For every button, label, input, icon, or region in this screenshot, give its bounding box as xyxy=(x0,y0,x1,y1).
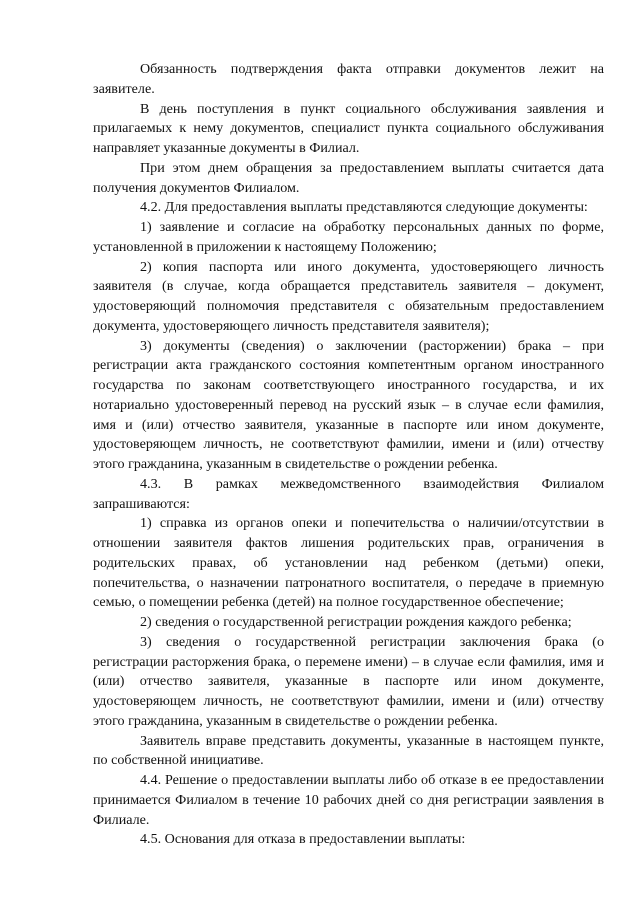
paragraph-4-5: 4.5. Основания для отказа в предоставлении выплаты: xyxy=(140,831,466,848)
paragraph-4-3-item-3: 3) сведения о государственной регистрации заключения брака (о регистрации расторжения брака, о перемене имени) – в случае если фамилия, имя и (или) отчество заявителя, указанные в паспорте или ином документе, удостоверяющем личность, не соответствуют фамилии, имени и (или) отчеству этого гражданина, указанным в свидетельстве о рождении ребенка. xyxy=(93,633,604,729)
paragraph-4-2-item-1: 1) заявление и согласие на обработку персональных данных по форме, установленной в приложении к настоящему Положению; xyxy=(93,219,604,255)
paragraph-application-date: При этом днем обращения за предоставлением выплаты считается дата получения документов Филиалом. xyxy=(93,159,604,196)
paragraph-4-3-item-1: 1) справка из органов опеки и попечительства о наличии/отсутствии в отношении заявителя фактов лишения родительских прав, ограничения в родительских правах, об установлении над ребенком (детьми) опеки, попечительства, о назначении патронатного воспитателя, о передаче в приемную семью, о помещении ребенка (детей) на полное государственное обеспечение; xyxy=(93,515,604,611)
paragraph-4-2-item-2: 2) копия паспорта или иного документа, удостоверяющего личность заявителя (в случае, когда обращается представитель заявителя – документ, удостоверяющий полномочия представителя с обязательным предоставлением документа, удостоверяющего личность представителя заявителя); xyxy=(93,258,604,334)
document-body xyxy=(93,60,604,850)
paragraph-4-3-item-2: 2) сведения о государственной регистрации рождения каждого ребенка; xyxy=(140,614,572,630)
paragraph-4-2-item-3: 3) документы (сведения) о заключении (расторжении) брака – при регистрации акта гражданского состояния компетентным органом иностранного государства по законам соответствующего иностранного государства, и их нотариально удостоверенный перевод на русский язык – в случае если фамилия, имя и (или) отчество заявителя, указанные в паспорте или ином документе, удостоверяющем личность, не соответствуют фамилии, имени и (или) отчеству этого гражданина, указанным в свидетельстве о рождении ребенка. xyxy=(93,337,604,472)
paragraph-own-initiative: Заявитель вправе представить документы, указанные в настоящем пункте, по собственной инициативе. xyxy=(93,732,604,769)
paragraph-obligation: Обязанность подтверждения факта отправки документов лежит на заявителе. xyxy=(93,61,604,97)
paragraph-4-4: 4.4. Решение о предоставлении выплаты либо об отказе в ее предоставлении принимается Филиалом в течение 10 рабочих дней со дня регистрации заявления в Филиале. xyxy=(93,772,604,828)
paragraph-4-2-heading: 4.2. Для предоставления выплаты представляются следующие документы: xyxy=(140,199,588,216)
paragraph-4-3-heading: 4.3. В рамках межведомственного взаимодействия Филиалом запрашиваются: xyxy=(93,475,604,512)
paragraph-receipt-day: В день поступления в пункт социального обслуживания заявления и прилагаемых к нему документов, специалист пункта социального обслуживания направляет указанные документы в Филиал. xyxy=(93,100,604,156)
